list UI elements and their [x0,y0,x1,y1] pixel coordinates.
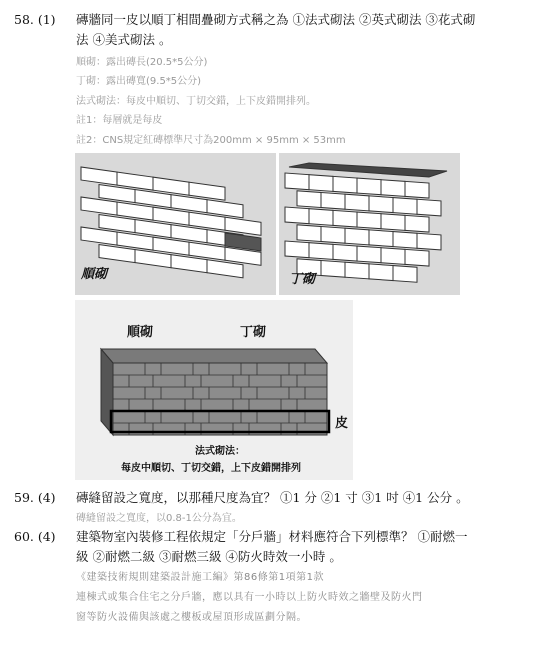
explanation-note: 順砌：露出磚長(20.5*5公分) [76,57,208,68]
fig2-stretcher-label: 順砌 [127,325,154,340]
question-number: 58. (1) [14,12,56,27]
explanation-note: 連棟式或集合住宅之分戶牆，應以具有一小時以上防火時效之牆壁及防火門 [76,592,423,603]
explanation-note: 註1：每層就是每皮 [76,115,163,126]
question-58 [0,10,541,50]
question-59 [0,488,541,508]
question-number: 60. (4) [14,529,56,544]
question-text-line: 磚牆同一皮以順丁相間疊砌方式稱之為 ①法式砌法 ②英式砌法 ③花式砌 [76,12,476,27]
brick-wall-figure [279,153,460,295]
question-text-line: 法 ④美式砌法 。 [76,32,172,47]
question-60 [0,527,541,567]
fig2-header-label: 丁砌 [240,325,267,340]
explanation-note: 磚縫留設之寬度，以0.8-1公分為宜。 [76,513,242,524]
explanation-note: 註2：CNS規定紅磚標準尺寸為200mm × 95mm × 53mm [76,135,346,146]
explanation-note: 丁砌：露出磚寬(9.5*5公分) [76,76,202,87]
fig1-left-label: 順砌 [81,267,108,282]
brick-wall-figure [75,153,276,295]
flemish-bond-figure [75,300,353,480]
explanation-note: 法式砌法：每皮中順切、丁切交錯，上下皮錯開排列。 [76,96,316,107]
question-text-line: 級 ②耐燃二級 ③耐燃三級 ④防火時效一小時 。 [76,549,342,564]
question-text: 磚縫留設之寬度，以那種尺度為宜？ ①1 分 ②1 寸 ③1 吋 ④1 公分 。 [76,490,469,505]
question-text [76,527,516,567]
fig1-right-label: 丁砌 [289,272,316,287]
fig2-course-label: 皮 [335,416,349,431]
fig2-caption-text: 每皮中順切、丁切交錯，上下皮錯開排列 [121,463,301,474]
explanation-note: 窗等防火設備與該處之樓板或屋頂形成區劃分隔。 [76,612,307,623]
question-text-line: 建築物室內裝修工程依規定「分戶牆」材料應符合下列標準？ ①耐燃一 [76,529,468,544]
fig2-caption-title: 法式砌法： [195,446,245,457]
explanation-note: 《建築技術規則建築設計施工編》第86條第1項第1款 [76,572,324,583]
question-text [76,10,516,50]
question-number: 59. (4) [14,490,56,505]
